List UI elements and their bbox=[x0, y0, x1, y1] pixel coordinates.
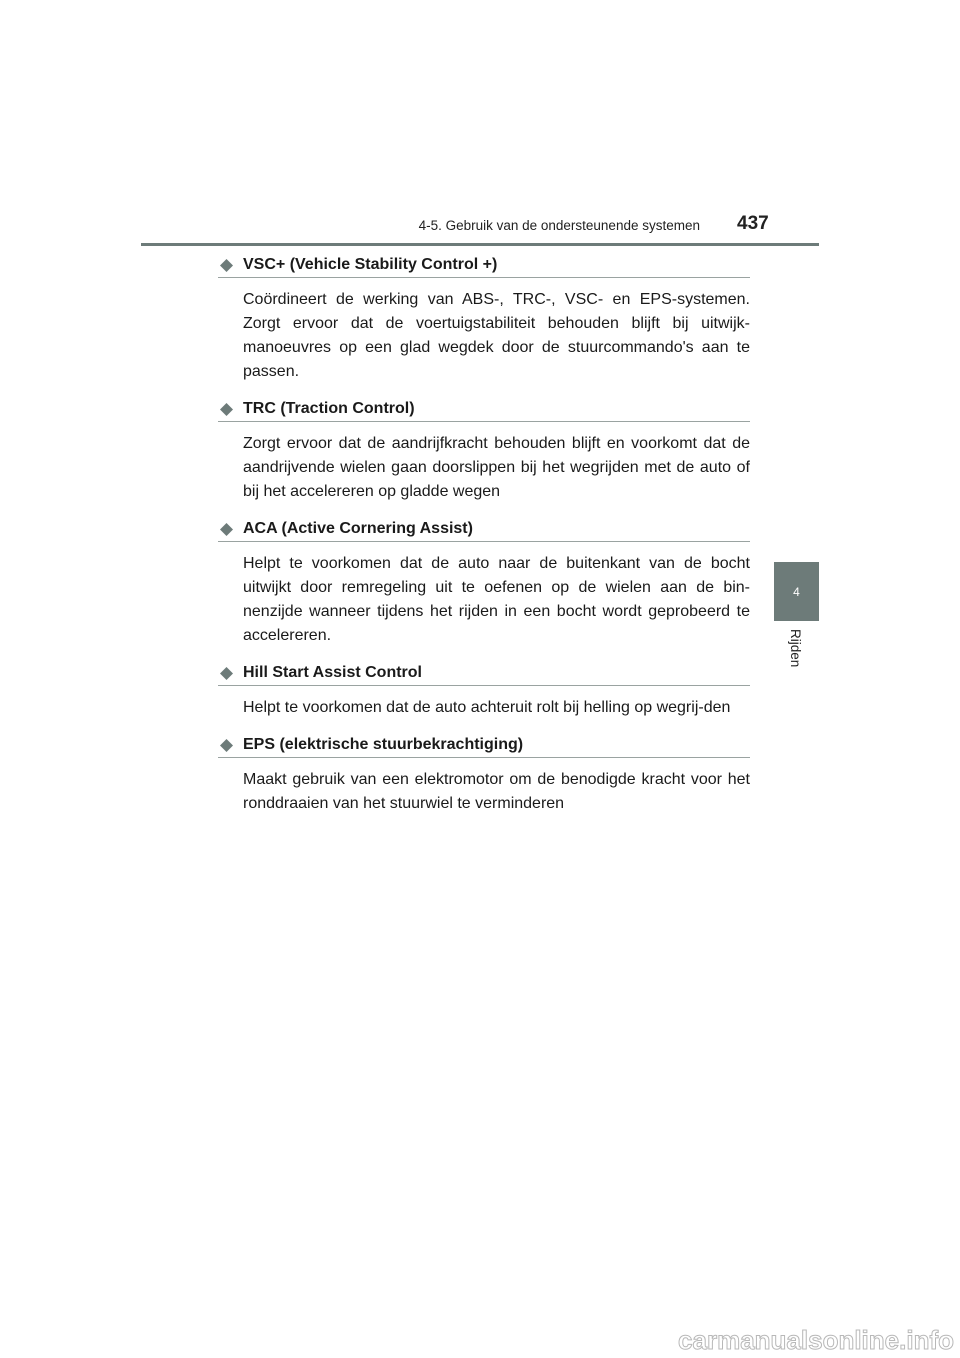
section-title: EPS (elektrische stuurbekrachtiging) bbox=[243, 736, 524, 753]
chapter-tab bbox=[774, 562, 819, 621]
section-body: Coördineert de werking van ABS-, TRC-, VSC- en EPS-systemen. Zorgt ervoor dat de voertuigstabiliteit behouden blijft bij uitwijk-manoeuvres op een glad wegdek door de stuurcommando's aan te passen. bbox=[243, 291, 750, 380]
section-heading bbox=[218, 734, 750, 758]
section-heading bbox=[218, 518, 750, 542]
section-body: Helpt te voorkomen dat de auto achteruit rolt bij helling op wegrij-den bbox=[243, 699, 731, 716]
section-body: Zorgt ervoor dat de aandrijfkracht behouden blijft en voorkomt dat de aandrijvende wielen gaan doorslippen bij het wegrijden met de auto of bij het accelereren op gladde wegen bbox=[243, 435, 750, 500]
diamond-bullet-icon bbox=[220, 259, 233, 272]
section-aca bbox=[218, 518, 750, 648]
page-number: 437 bbox=[737, 213, 769, 234]
section-vsc bbox=[218, 254, 750, 384]
section-heading bbox=[218, 662, 750, 686]
header-divider bbox=[141, 243, 819, 246]
running-header-section-title: 4-5. Gebruik van de ondersteunende systemen bbox=[418, 218, 700, 233]
section-trc bbox=[218, 398, 750, 504]
section-body: Maakt gebruik van een elektromotor om de benodigde kracht voor het ronddraaien van het stuurwiel te verminderen bbox=[243, 771, 750, 812]
chapter-name: Rijden bbox=[788, 629, 803, 668]
section-heading bbox=[218, 254, 750, 278]
chapter-number: 4 bbox=[793, 584, 800, 599]
section-title: TRC (Traction Control) bbox=[243, 400, 415, 417]
page-content bbox=[218, 254, 750, 816]
watermark-logo bbox=[632, 1325, 956, 1355]
section-title: Hill Start Assist Control bbox=[243, 664, 422, 681]
section-hill-start bbox=[218, 662, 750, 720]
chapter-side-label bbox=[786, 629, 806, 689]
diamond-bullet-icon bbox=[220, 523, 233, 536]
section-eps bbox=[218, 734, 750, 816]
section-title: VSC+ (Vehicle Stability Control +) bbox=[243, 256, 498, 273]
section-heading bbox=[218, 398, 750, 422]
diamond-bullet-icon bbox=[220, 739, 233, 752]
section-body: Helpt te voorkomen dat de auto naar de buitenkant van de bocht uitwijkt door remregeling uit te oefenen op de wielen aan de bin-nenzijde wanneer tijdens het rijden in een bocht wordt geprobeerd te accelereren. bbox=[243, 555, 750, 644]
svg-text:carmanualsonline.info: carmanualsonline.info bbox=[678, 1325, 954, 1355]
diamond-bullet-icon bbox=[220, 403, 233, 416]
diamond-bullet-icon bbox=[220, 667, 233, 680]
section-title: ACA (Active Cornering Assist) bbox=[243, 520, 473, 537]
